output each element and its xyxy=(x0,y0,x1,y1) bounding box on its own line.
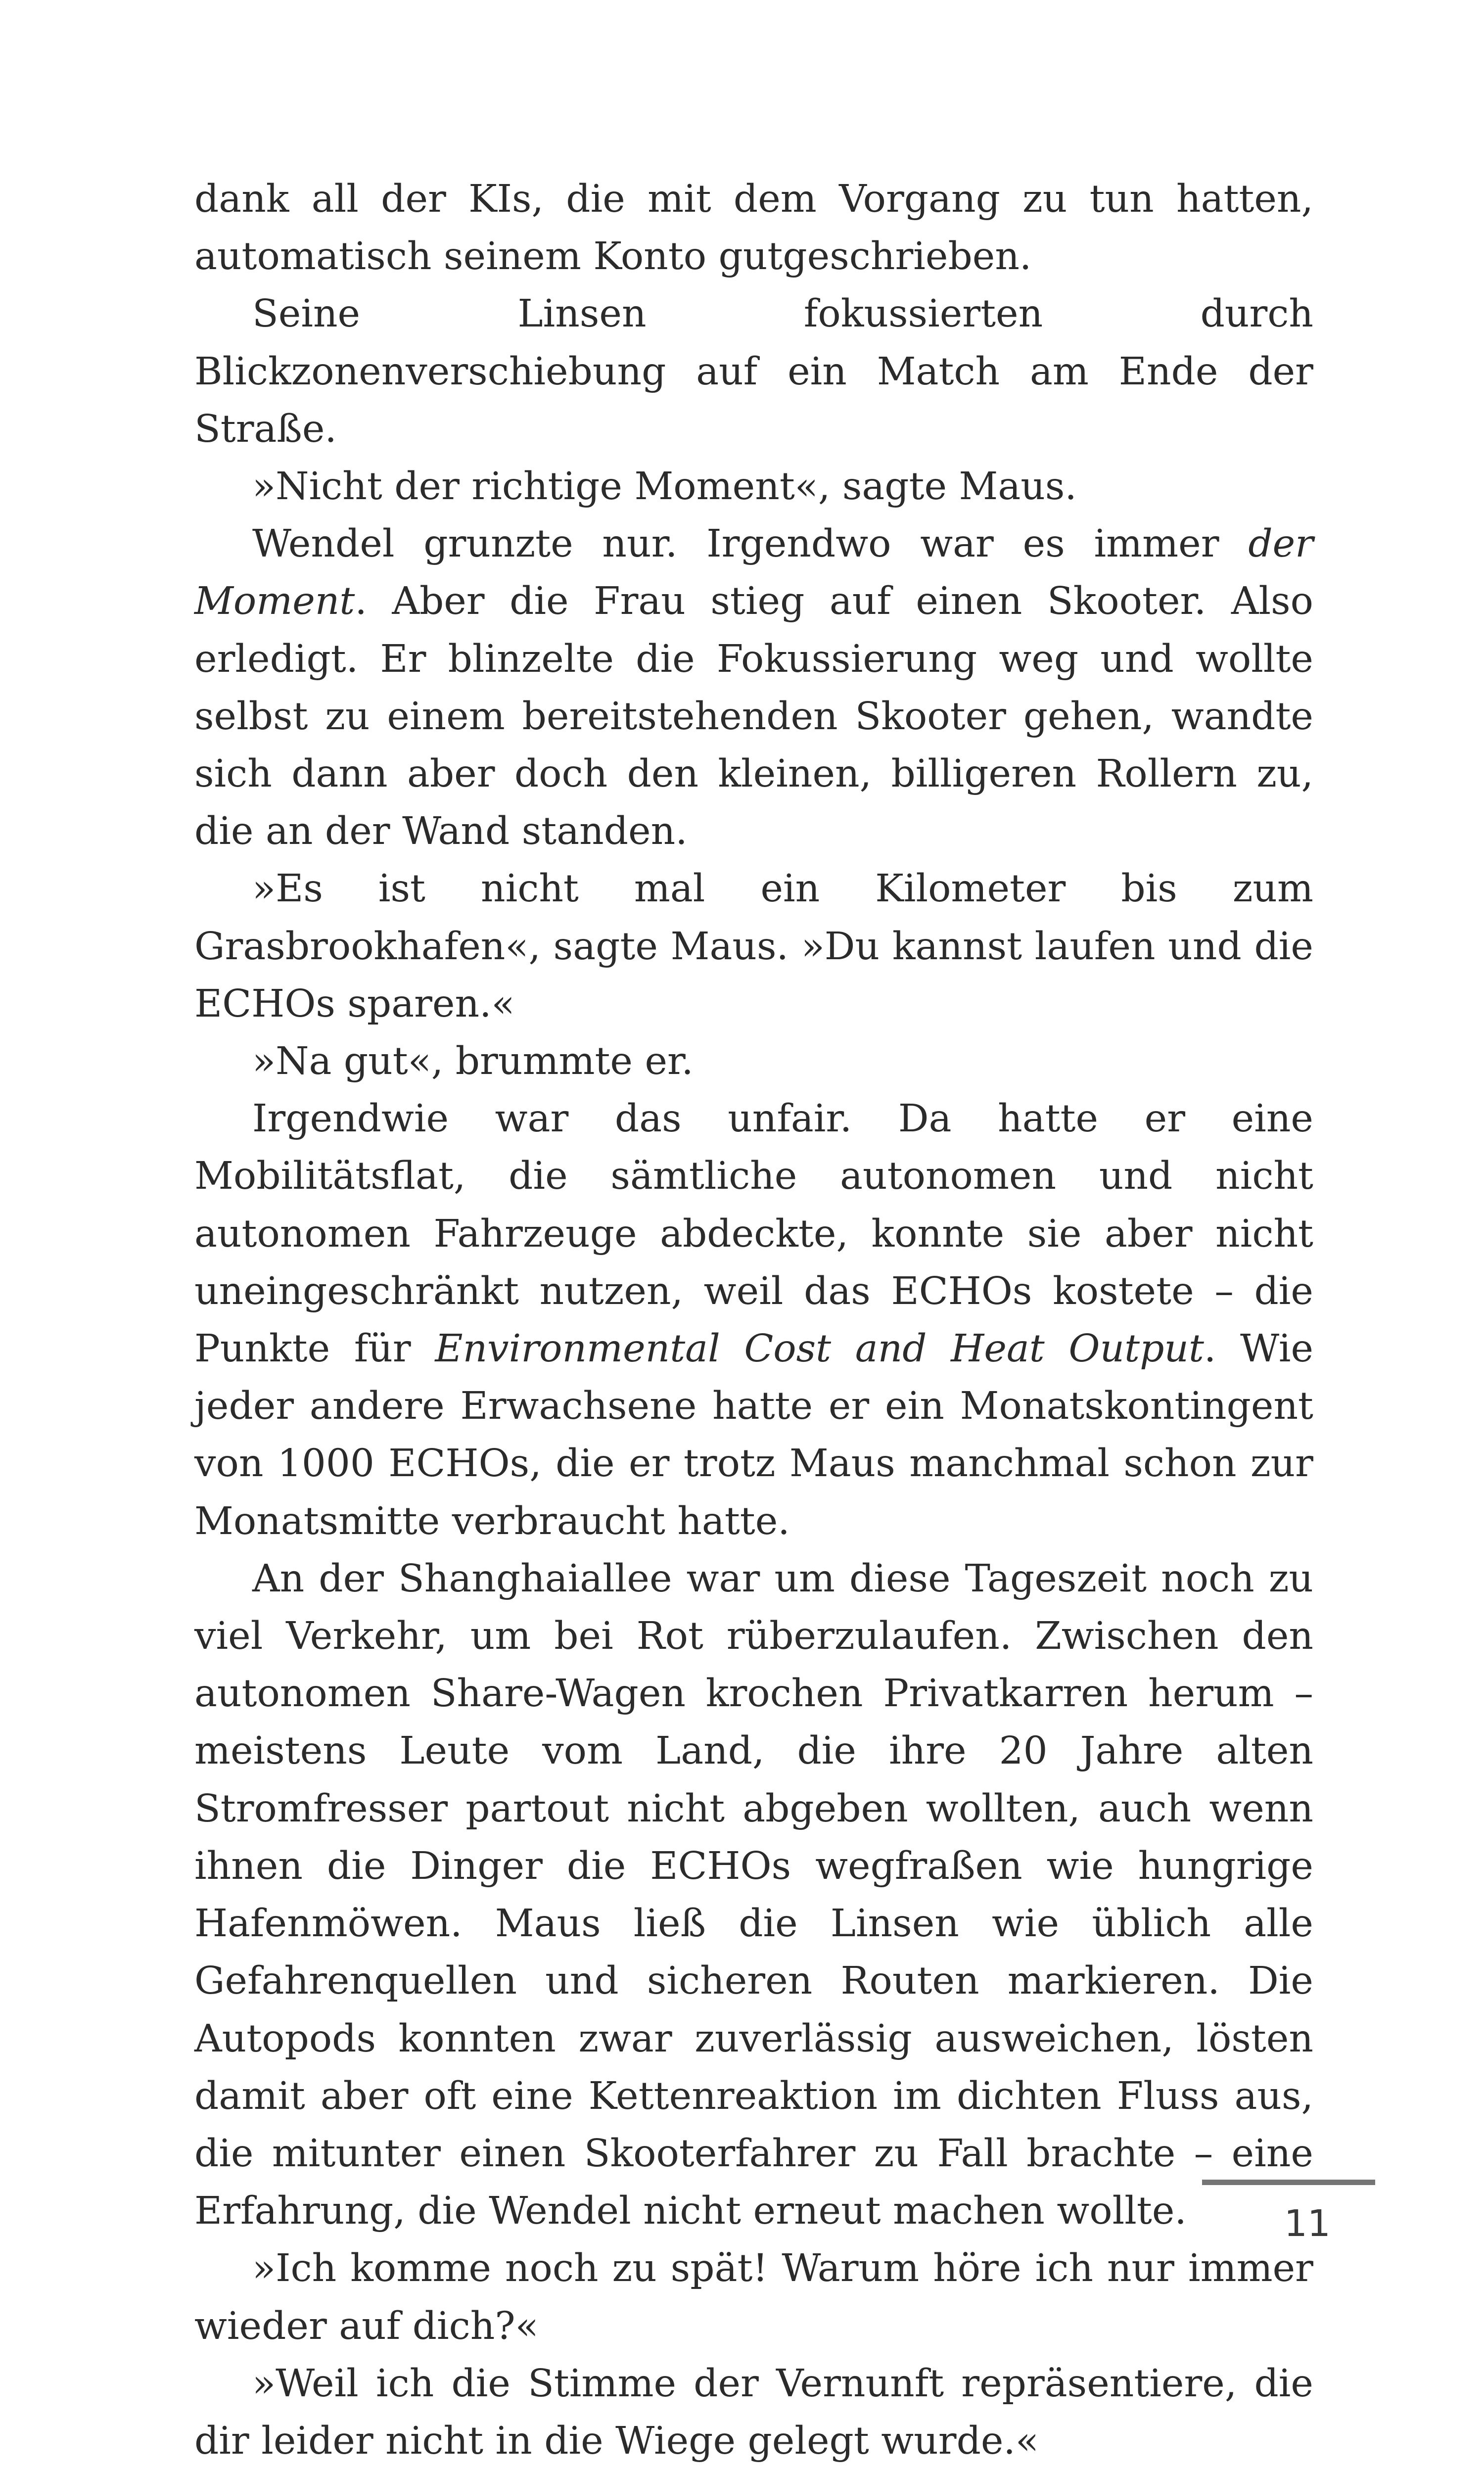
paragraph xyxy=(194,171,1313,285)
paragraph xyxy=(194,285,1313,458)
text-run: »Es ist nicht mal ein Kilometer bis zum Grasbrookhafen«, sagte Maus. »Du kannst laufen und die ECHOs sparen.« xyxy=(194,867,1313,1026)
paragraph xyxy=(194,458,1313,515)
text-run: Wendel grunzte nur. Irgendwo war es immer xyxy=(252,522,1249,566)
text-run: dank all der KIs, die mit dem Vorgang zu tun hatten, automatisch seinem Konto gutgeschrieben. xyxy=(194,177,1313,279)
body-text xyxy=(194,171,1313,2470)
paragraph xyxy=(194,860,1313,1033)
text-run: »Weil ich die Stimme der Vernunft repräsentiere, die dir leider nicht in die Wiege gelegt wurde.« xyxy=(194,2361,1313,2463)
italic-text: Environmental Cost and Heat Output xyxy=(435,1327,1204,1371)
italic-text: der Moment xyxy=(194,522,1313,624)
paragraph xyxy=(194,2355,1313,2470)
paragraph xyxy=(194,1550,1313,2240)
text-run: An der Shanghaiallee war um diese Tageszeit noch zu viel Verkehr, um bei Rot rüberzulaufen. Zwischen den autonomen Share-Wagen krochen Privatkarren herum – meistens Leute vom Land, die ihre 20 Jahre alten Stromfresser partout nicht abgeben wollten, auch wenn ihnen die Dinger die ECHOs wegfraßen wie hungrige Hafenmöwen. Maus ließ die Linsen wie üblich alle Gefahrenquellen und sicheren Routen markieren. Die Autopods konnten zwar zuverlässig ausweichen, lösten damit aber oft eine Kettenreaktion im dichten Fluss aus, die mitunter einen Skooterfahrer zu Fall brachte – eine Erfahrung, die Wendel nicht erneut machen wollte. xyxy=(194,1556,1313,2234)
text-run: . Wie jeder andere Erwachsene hatte er ein Monatskontingent von 1000 ECHOs, die er trotz Maus manchmal schon zur Monatsmitte verbraucht hatte. xyxy=(194,1327,1314,1543)
text-run: »Nicht der richtige Moment«, sagte Maus. xyxy=(252,465,1077,509)
paragraph xyxy=(194,1033,1313,1090)
text-run: Seine Linsen fokussierten durch Blickzonenverschiebung auf ein Match am Ende der Straße. xyxy=(194,292,1313,451)
text-run: . Aber die Frau stieg auf einen Skooter. Also erledigt. Er blinzelte die Fokussierung weg und wollte selbst zu einem bereitstehenden Skooter gehen, wandte sich dann aber doch den kleinen, billigeren Rollern zu, die an der Wand standen. xyxy=(194,579,1313,854)
text-run: »Ich komme noch zu spät! Warum höre ich nur immer wieder auf dich?« xyxy=(194,2246,1313,2348)
text-run: »Na gut«, brummte er. xyxy=(252,1039,694,1084)
page-number: 11 xyxy=(1284,2202,1331,2245)
paragraph xyxy=(194,2240,1313,2355)
paragraph xyxy=(194,1090,1313,1550)
footer-rule xyxy=(1202,2180,1375,2185)
paragraph xyxy=(194,515,1313,860)
text-run: Irgendwie war das unfair. Da hatte er eine Mobilitätsflat, die sämtliche autonomen und nicht autonomen Fahrzeuge abdeckte, konnte sie aber nicht uneingeschränkt nutzen, weil das ECHOs kostete – die Punkte für xyxy=(194,1097,1313,1371)
